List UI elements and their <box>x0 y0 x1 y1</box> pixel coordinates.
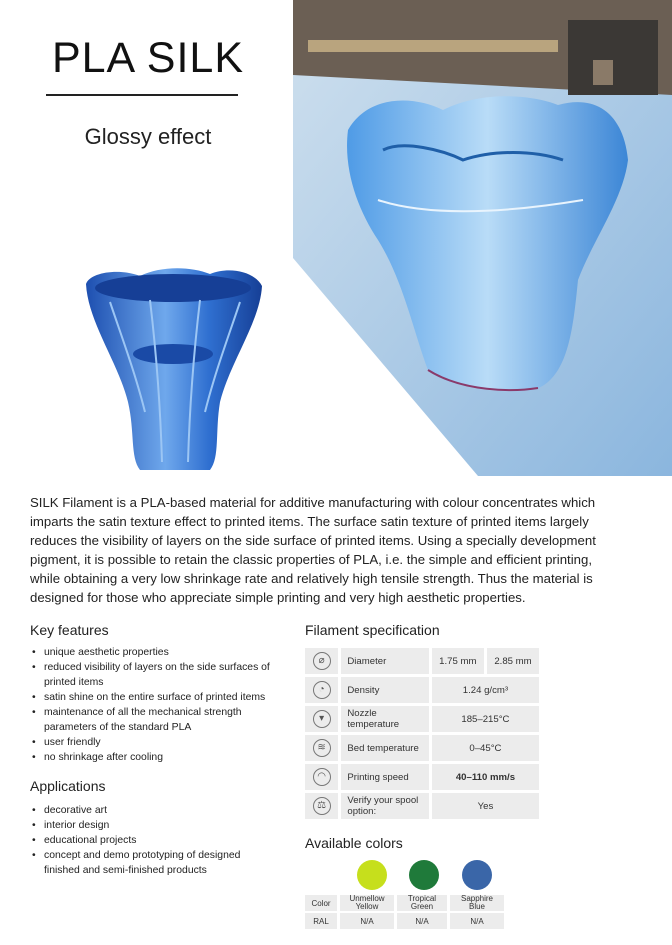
list-item: • user friendly <box>30 735 280 750</box>
filament-spec-table <box>305 645 539 822</box>
bed-icon: ≋ <box>313 739 331 757</box>
spec-value: 1.24 g/cm³ <box>432 677 539 703</box>
list-item: • maintenance of all the mechanical strength parameters of the standard PLA <box>30 705 280 735</box>
list-item: • educational projects <box>30 833 270 848</box>
spec-label: Nozzle temperature <box>341 706 428 732</box>
ral-value: N/A <box>450 913 504 929</box>
color-name: Sapphire <box>460 894 494 903</box>
vase-render-image <box>80 262 266 474</box>
spec-row-nozzle <box>305 706 539 732</box>
spec-label: Density <box>341 677 428 703</box>
applications-heading: Applications <box>30 778 106 794</box>
color-name: Unmellow <box>349 894 385 903</box>
color-name: Blue <box>468 902 485 911</box>
spec-value: 40–110 mm/s <box>432 764 539 790</box>
ral-value: N/A <box>397 913 447 929</box>
density-icon: ◔ <box>313 681 331 699</box>
colors-ral-row <box>305 913 504 929</box>
list-item: • concept and demo prototyping of designed finished and semi-finished products <box>30 848 270 878</box>
spec-row-spool <box>305 793 539 819</box>
spec-value: 1.75 mm <box>432 648 484 674</box>
key-features-list <box>30 645 280 765</box>
spec-row-density <box>305 677 539 703</box>
spec-label: Verify your spool option: <box>341 793 428 819</box>
ral-row-label: RAL <box>305 913 337 929</box>
color-name: Yellow <box>355 902 379 911</box>
diameter-icon: ⌀ <box>313 652 331 670</box>
ral-value: N/A <box>340 913 394 929</box>
nozzle-icon: ▾ <box>313 710 331 728</box>
colors-name-row <box>305 895 504 911</box>
applications-list <box>30 803 270 878</box>
colors-table <box>305 893 504 931</box>
color-swatch-yellow <box>357 860 387 890</box>
list-item: • decorative art <box>30 803 270 818</box>
spec-label: Diameter <box>341 648 428 674</box>
spec-row-speed <box>305 764 539 790</box>
list-item: • no shrinkage after cooling <box>30 750 280 765</box>
filament-spec-heading: Filament specification <box>305 622 440 638</box>
speedometer-icon: ◠ <box>313 768 331 786</box>
scale-icon: ⚖ <box>313 797 331 815</box>
spec-value: 2.85 mm <box>487 648 539 674</box>
spec-label: Printing speed <box>341 764 428 790</box>
page-subtitle: Glossy effect <box>84 124 212 149</box>
list-item: • reduced visibility of layers on the side surfaces of printed items <box>30 660 280 690</box>
intro-paragraph: SILK Filament is a PLA-based material for additive manufacturing with colour concentrates which imparts the satin texture effect to printed items. The surface satin texture of printed items largely reduces the visibility of layers on the side surface of printed items. Using a specially development pigment, it is possible to retain the classic properties of PLA, i.e. the simple and efficient printing, while obtaining a very low shrinkage rate and relatively high tensile strength. Thus the material is designed for those who appreciate simple printing and very high aesthetic properties. <box>30 495 596 605</box>
title-divider <box>46 94 238 96</box>
color-name: Tropical <box>407 894 437 903</box>
color-swatch-blue <box>462 860 492 890</box>
key-features-heading: Key features <box>30 622 109 638</box>
spec-row-diameter <box>305 648 539 674</box>
spec-value: 0–45°C <box>432 735 539 761</box>
spec-value: 185–215°C <box>432 706 539 732</box>
page-title: PLA SILK <box>51 34 245 82</box>
spec-row-bed <box>305 735 539 761</box>
list-item: • unique aesthetic properties <box>30 645 280 660</box>
color-swatch-green <box>409 860 439 890</box>
list-item: • satin shine on the entire surface of printed items <box>30 690 280 705</box>
hero-printer-photo <box>293 0 672 476</box>
color-name: Green <box>410 902 434 911</box>
list-item: • interior design <box>30 818 270 833</box>
available-colors-heading: Available colors <box>305 835 403 851</box>
spec-label: Bed temperature <box>341 735 428 761</box>
spec-value: Yes <box>432 793 539 819</box>
color-row-label: Color <box>305 895 337 911</box>
